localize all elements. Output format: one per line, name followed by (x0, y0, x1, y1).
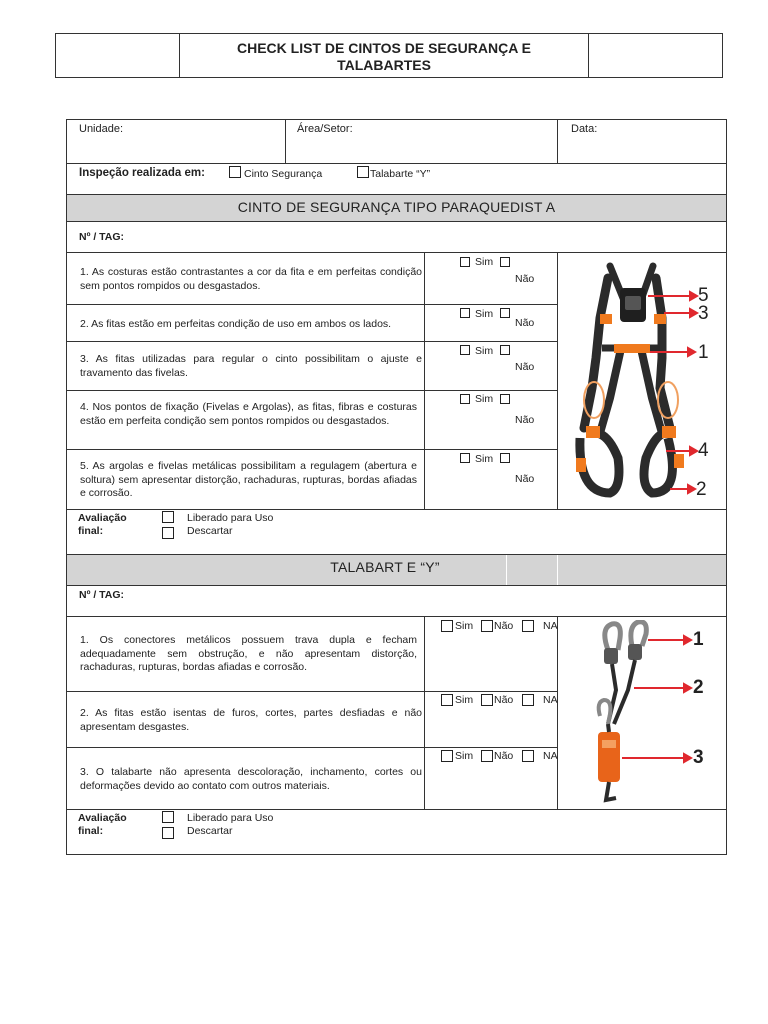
cinto-item-2-sim-checkbox[interactable] (460, 308, 470, 318)
cinto-item-5-nao-checkbox[interactable] (500, 453, 510, 463)
nao-label: Não (515, 414, 535, 426)
nao-label: Não (494, 750, 514, 762)
cinto-seguranca-option-label: Cinto Segurança (244, 168, 323, 180)
talabarte-liberado-checkbox[interactable] (162, 811, 174, 823)
talabarte-item-1-sim-checkbox[interactable] (441, 620, 453, 632)
final-label: final: (78, 525, 104, 537)
talabarte-item-3-sim-checkbox[interactable] (441, 750, 453, 762)
sim-label: Sim (475, 256, 494, 268)
talabarte-descartar-checkbox[interactable] (162, 827, 174, 839)
talabarte-option-label: Talabarte “Y” (370, 168, 431, 180)
cinto-item-4: 4. Nos pontos de fixação (Fivelas e Argolas), as fitas, fibras e costuras estão em perfeita condição sem pontos rompidos ou desgastados. (80, 401, 417, 427)
na-label: NA (543, 620, 558, 632)
talabarte-item-2: 2. As fitas estão isentas de furos, cortes, partes desfiadas e não apresentam desgastes. (80, 707, 422, 733)
harness-marker-3: 3 (698, 303, 709, 324)
sim-label: Sim (455, 620, 474, 632)
cinto-item-3-sim-checkbox[interactable] (460, 345, 470, 355)
area-setor-label: Área/Setor: (297, 123, 353, 135)
sim-label: Sim (455, 750, 474, 762)
na-label: NA (543, 694, 558, 706)
inspecao-label: Inspeção realizada em: (79, 167, 205, 179)
nao-label: Não (494, 694, 514, 706)
cinto-item-2: 2. As fitas estão em perfeitas condição de uso em ambos os lados. (80, 318, 392, 330)
na-label: NA (543, 750, 558, 762)
page-title (180, 40, 588, 74)
talabarte-item-3-nao-checkbox[interactable] (481, 750, 493, 762)
nao-label: Não (494, 620, 514, 632)
cinto-liberado-checkbox[interactable] (162, 511, 174, 523)
lanyard-marker-3: 3 (693, 747, 704, 768)
cinto-item-1: 1. As costuras estão contrastantes a cor da fita e em perfeitas condição sem pontos rompidos ou desgastados. (80, 266, 422, 292)
descartar-label: Descartar (187, 525, 233, 537)
sim-label: Sim (455, 694, 474, 706)
cinto-tag-label: Nº / TAG: (79, 231, 125, 243)
page-title-line-1: CHECK LIST DE CINTOS DE SEGURANÇA E (236, 40, 532, 56)
harness-marker-2: 2 (696, 479, 707, 500)
avaliacao-label: Avaliação (78, 512, 127, 524)
cinto-descartar-checkbox[interactable] (162, 527, 174, 539)
sim-label: Sim (475, 345, 494, 357)
unidade-label: Unidade: (79, 123, 124, 135)
cinto-item-2-nao-checkbox[interactable] (500, 308, 510, 318)
talabarte-item-1: 1. Os conectores metálicos possuem trava dupla e fecham adequadamente sem obstrução, e não apresentam distorção, rachaduras, rupturas, bordas afiadas e corrosão. (80, 634, 417, 673)
talabarte-item-3-na-checkbox[interactable] (522, 750, 534, 762)
descartar-label: Descartar (187, 825, 233, 837)
sim-label: Sim (475, 453, 494, 465)
nao-label: Não (515, 317, 535, 329)
sim-label: Sim (475, 393, 494, 405)
talabarte-section-title: TALABART E “Y” (330, 559, 440, 575)
talabarte-item-2-na-checkbox[interactable] (522, 694, 534, 706)
talabarte-item-1-na-checkbox[interactable] (522, 620, 534, 632)
liberado-label: Liberado para Uso (187, 812, 274, 824)
talabarte-checkbox[interactable] (357, 166, 369, 178)
nao-label: Não (515, 361, 535, 373)
final-label: final: (78, 825, 104, 837)
lanyard-illustration (590, 620, 720, 805)
avaliacao-label: Avaliação (78, 812, 127, 824)
lanyard-marker-2: 2 (693, 677, 704, 698)
cinto-item-5: 5. As argolas e fivelas metálicas possibilitam a regulagem (abertura e soltura) sem apresentar distorção, rachaduras, rupturas, bordas afiadas e corrosão. (80, 460, 417, 499)
cinto-item-5-sim-checkbox[interactable] (460, 453, 470, 463)
liberado-label: Liberado para Uso (187, 512, 274, 524)
nao-label: Não (515, 473, 535, 485)
cinto-item-3-nao-checkbox[interactable] (500, 345, 510, 355)
harness-marker-4: 4 (698, 440, 709, 461)
cinto-seguranca-checkbox[interactable] (229, 166, 241, 178)
talabarte-item-2-nao-checkbox[interactable] (481, 694, 493, 706)
talabarte-tag-label: Nº / TAG: (79, 589, 125, 601)
talabarte-item-2-sim-checkbox[interactable] (441, 694, 453, 706)
cinto-item-4-nao-checkbox[interactable] (500, 394, 510, 404)
cinto-item-4-sim-checkbox[interactable] (460, 394, 470, 404)
harness-marker-1: 1 (698, 342, 709, 363)
page-title-line-2: TALABARTES (337, 57, 431, 73)
sim-label: Sim (475, 308, 494, 320)
talabarte-item-3: 3. O talabarte não apresenta descoloração, inchamento, cortes ou deformações devido ao contato com outros materiais. (80, 766, 422, 792)
talabarte-item-1-nao-checkbox[interactable] (481, 620, 493, 632)
harness-marker-5: 5 (698, 285, 709, 306)
lanyard-marker-1: 1 (693, 629, 704, 650)
cinto-item-1-nao-checkbox[interactable] (500, 257, 510, 267)
cinto-section-title: CINTO DE SEGURANÇA TIPO PARAQUEDIST A (237, 199, 556, 215)
harness-illustration (570, 258, 718, 506)
nao-label: Não (515, 273, 535, 285)
data-label: Data: (571, 123, 598, 135)
cinto-item-3: 3. As fitas utilizadas para regular o cinto possibilitam o ajuste e travamento das fivelas. (80, 353, 422, 379)
cinto-item-1-sim-checkbox[interactable] (460, 257, 470, 267)
